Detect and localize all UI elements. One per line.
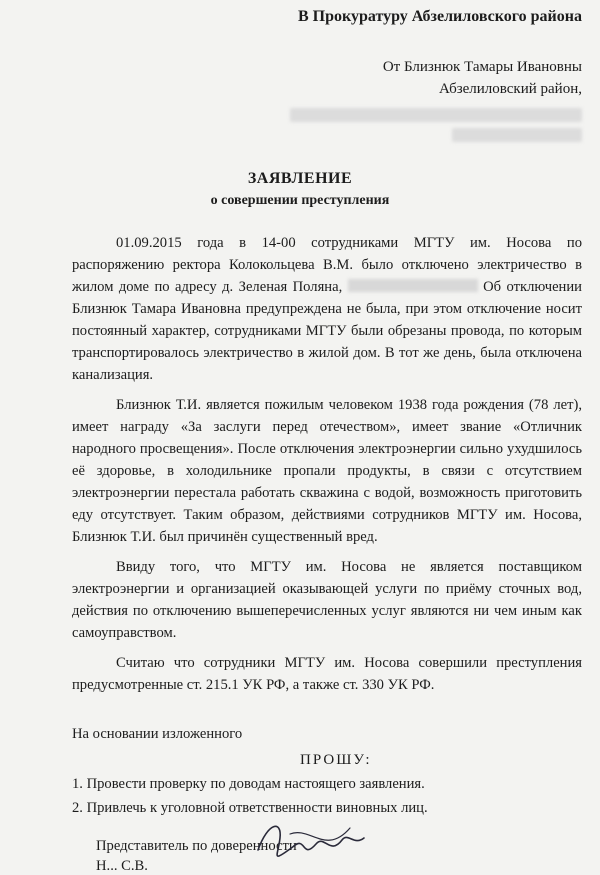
document-subtitle: о совершении преступления <box>210 193 390 208</box>
addressee: В Прокуратуру Абзелиловского района <box>297 8 582 25</box>
redacted-address <box>290 108 582 122</box>
representative-name: Н... С.В. <box>96 858 148 874</box>
paragraph-2: Близнюк Т.И. является пожилым человеком 1938 года рождения (78 лет), имеет награду «За заслуги перед отечеством», имеет звание «Отличник народного просвещения». После отключения электроэнергии сильно ухудшилось её здоровье, в холодильнике пропали продукты, в связи с отсутствием электроэнергии перестала работать скважина с водой, возможность приготовить еду отсутствует. Таким образом, действиями сотрудников МГТУ им. Носова, Близнюк Т.И. был причинён существенный вред. <box>72 397 582 545</box>
redacted-street <box>348 279 478 292</box>
paragraph-4: Считаю что сотрудники МГТУ им. Носова совершили преступления предусмотренные ст. 215.1 УК РФ, а также ст. 330 УК РФ. <box>72 655 582 693</box>
request-item-2: 2. Привлечь к уголовной ответственности виновных лиц. <box>72 800 428 816</box>
basis-line: На основании изложенного <box>72 726 243 742</box>
request-heading: ПРОШУ: <box>300 752 372 768</box>
paragraph-1: 01.09.2015 года в 14-00 сотрудниками МГТУ им. Носова по распоряжению ректора Колокольцева В.М. было отключено электричество в жилом доме по адресу д. Зеленая Поляна, Об отключении Близнюк Тамара Ивановна предупреждена не была, при этом отключение носит постоянный характер, сотрудниками МГТУ были обрезаны провода, по которым транспортировалось электричество в жилой дом. В тот же день, была отключена канализация. <box>72 235 582 383</box>
redacted-phone <box>452 128 582 142</box>
representative-label: Представитель по доверенности <box>96 838 297 854</box>
paragraph-3: Ввиду того, что МГТУ им. Носова не является поставщиком электроэнергии и организацией оказывающей услуги по приёму сточных вод, действия по отключению вышеперечисленных услуг являются ни чем иным как самоуправством. <box>72 559 582 641</box>
sender-district: Абзелиловский район, <box>439 81 582 97</box>
document-title: ЗАЯВЛЕНИЕ <box>247 170 353 187</box>
sender-name: От Близнюк Тамары Ивановны <box>382 59 582 75</box>
signature-icon <box>250 816 370 868</box>
statement-body <box>72 232 582 696</box>
request-item-1: 1. Провести проверку по доводам настоящего заявления. <box>72 776 425 792</box>
